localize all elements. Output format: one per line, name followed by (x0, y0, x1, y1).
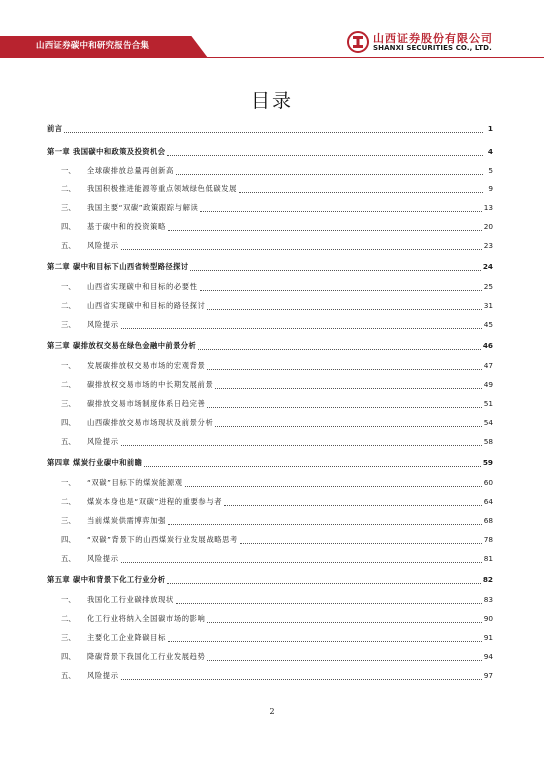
toc-section-entry[interactable] (47, 360, 493, 372)
toc-entry-page: 45 (483, 320, 493, 329)
toc-section-entry[interactable] (47, 670, 493, 682)
toc-entry-label: 当前煤炭供需博弈加强 (87, 516, 166, 525)
toc-leader-dots (207, 405, 481, 408)
toc-entry-label: 风险提示 (87, 554, 119, 563)
toc-entry-number: 一、 (61, 478, 76, 487)
toc-entry-page: 91 (483, 633, 493, 642)
toc-entry-number: 四、 (61, 652, 76, 661)
toc-section-entry[interactable] (47, 534, 493, 546)
toc-leader-dots (121, 560, 482, 563)
toc-entry-number: 五、 (61, 437, 76, 446)
toc-entry-number: 一、 (61, 361, 76, 370)
toc-entry-number: 二、 (61, 497, 76, 506)
toc-chapter-entry[interactable] (47, 574, 493, 586)
header-banner-title: 山西证券碳中和研究报告合集 (36, 41, 150, 51)
toc-entry-label: 第二章 碳中和目标下山西省转型路径探讨 (47, 262, 189, 271)
toc-leader-dots (207, 307, 481, 310)
toc-section-entry[interactable] (47, 553, 493, 565)
toc-leader-dots (167, 153, 483, 156)
toc-section-entry[interactable] (47, 319, 493, 331)
toc-chapter-entry[interactable] (47, 340, 493, 352)
toc-leader-dots (198, 347, 481, 350)
toc-section-entry[interactable] (47, 436, 493, 448)
company-logo-icon (347, 31, 369, 53)
toc-section-entry[interactable] (47, 398, 493, 410)
toc-entry-number: 四、 (61, 535, 76, 544)
toc-entry-label: 山西碳排放交易市场现状及前景分析 (87, 418, 214, 427)
toc-entry-page: 13 (483, 203, 493, 212)
toc-entry-number: 二、 (61, 380, 76, 389)
toc-entry-number: 三、 (61, 320, 76, 329)
toc-entry-page: 24 (482, 262, 493, 271)
toc-leader-dots (239, 190, 483, 193)
toc-leader-dots (224, 503, 482, 506)
toc-title: 目录 (250, 90, 293, 112)
toc-leader-dots (200, 288, 482, 291)
toc-leader-dots (121, 677, 482, 680)
toc-entry-page: 59 (482, 458, 493, 467)
toc-entry-page: 78 (483, 535, 493, 544)
toc-entry-label: “双碳”目标下的煤炭能源观 (87, 478, 183, 487)
toc-leader-dots (168, 522, 482, 525)
toc-leader-dots (121, 247, 482, 250)
company-name-cn: 山西证券股份有限公司 (373, 32, 493, 45)
page-number: 2 (269, 707, 275, 716)
toc-entry-number: 一、 (61, 595, 76, 604)
toc-entry-label: 降碳背景下我国化工行业发展趋势 (87, 652, 206, 661)
toc-entry-label: 风险提示 (87, 671, 119, 680)
toc-entry-number: 三、 (61, 516, 76, 525)
toc-entry-number: 三、 (61, 399, 76, 408)
toc-entry-page: 47 (483, 361, 493, 370)
toc-leader-dots (215, 424, 481, 427)
toc-entry-page: 81 (483, 554, 493, 563)
toc-leader-dots (207, 658, 481, 661)
toc-entry-page: 9 (488, 184, 493, 193)
toc-entry-page: 97 (483, 671, 493, 680)
toc-entry-page: 1 (487, 124, 493, 133)
toc-section-entry[interactable] (47, 417, 493, 429)
toc-entry-page: 5 (488, 166, 493, 175)
toc-section-entry[interactable] (47, 496, 493, 508)
toc-entry-label: 第五章 碳中和背景下化工行业分析 (47, 575, 166, 584)
toc-entry-label: 风险提示 (87, 241, 119, 250)
toc-entry-number: 二、 (61, 614, 76, 623)
toc-leader-dots (240, 541, 482, 544)
toc-leader-dots (190, 268, 480, 271)
toc-entry-page: 83 (483, 595, 493, 604)
toc-leader-dots (64, 130, 483, 133)
toc-leader-dots (167, 581, 480, 584)
toc-section-entry[interactable] (47, 379, 493, 391)
toc-entry-page: 82 (482, 575, 493, 584)
toc-entry-number: 二、 (61, 184, 76, 193)
toc-entry-label: 发展碳排放权交易市场的宏观背景 (87, 361, 206, 370)
company-name-en: SHANXI SECURITIES CO., LTD. (373, 44, 492, 52)
toc-entry-number: 四、 (61, 222, 76, 231)
toc-leader-dots (207, 367, 481, 370)
toc-entry-label: 山西省实现碳中和目标的必要性 (87, 282, 198, 291)
toc-leader-dots (168, 639, 482, 642)
toc-leader-dots (121, 443, 482, 446)
toc-entry-label: 第三章 碳排放权交易在绿色金融中前景分析 (47, 341, 197, 350)
toc-leader-dots (168, 228, 482, 231)
toc-chapter-entry[interactable] (47, 146, 493, 158)
toc-section-entry[interactable] (47, 613, 493, 625)
toc-entry-number: 三、 (61, 203, 76, 212)
toc-section-entry[interactable] (47, 221, 493, 233)
toc-entry-page: 4 (487, 147, 493, 156)
toc-entry-label: 化工行业将纳入全国碳市场的影响 (87, 614, 206, 623)
toc-leader-dots (185, 484, 482, 487)
toc-entry-label: 我国化工行业碳排放现状 (87, 595, 174, 604)
toc-entry-label: “双碳”背景下的山西煤炭行业发展战略思考 (87, 535, 238, 544)
toc-entry-number: 三、 (61, 633, 76, 642)
toc-leader-dots (176, 601, 482, 604)
toc-entry-label: 我国主要“双碳”政策跟踪与解读 (87, 203, 199, 212)
toc-entry-label: 碳排放权交易市场的中长期发展前景 (87, 380, 214, 389)
company-logo (347, 30, 507, 58)
toc-entry-number: 一、 (61, 166, 76, 175)
toc-entry-label: 主要化工企业降碳目标 (87, 633, 166, 642)
toc-leader-dots (121, 326, 482, 329)
toc-section-entry[interactable] (47, 632, 493, 644)
toc-leader-dots (176, 172, 483, 175)
toc-entry-number: 一、 (61, 282, 76, 291)
toc-entry-page: 25 (483, 282, 493, 291)
toc-chapter-entry[interactable] (47, 261, 493, 273)
toc-entry-page: 23 (483, 241, 493, 250)
toc-entry-label: 第四章 煤炭行业碳中和前瞻 (47, 458, 143, 467)
toc-entry-page: 46 (482, 341, 493, 350)
toc-section-entry[interactable] (47, 165, 493, 177)
toc-entry-page: 31 (483, 301, 493, 310)
toc-entry-page: 94 (483, 652, 493, 661)
toc-leader-dots (215, 386, 481, 389)
toc-section-entry[interactable] (47, 240, 493, 252)
toc-entry-label: 第一章 我国碳中和政策及投资机会 (47, 147, 166, 156)
toc-entry-page: 54 (483, 418, 493, 427)
toc-section-entry[interactable] (47, 594, 493, 606)
toc-entry-label: 风险提示 (87, 437, 119, 446)
toc-entry-page: 90 (483, 614, 493, 623)
toc-section-entry[interactable] (47, 515, 493, 527)
page-header (0, 0, 544, 66)
toc-entry-label: 碳排放交易市场制度体系日趋完善 (87, 399, 206, 408)
toc-entry-number: 五、 (61, 671, 76, 680)
toc-entry-page: 51 (483, 399, 493, 408)
toc-leader-dots (200, 209, 481, 212)
toc-entry-label: 基于碳中和的投资策略 (87, 222, 166, 231)
toc-entry-page: 58 (483, 437, 493, 446)
toc-section-entry[interactable] (47, 477, 493, 489)
toc-entry-label: 煤炭本身也是“双碳”进程的重要参与者 (87, 497, 223, 506)
toc-section-entry[interactable] (47, 651, 493, 663)
toc-entry-label: 风险提示 (87, 320, 119, 329)
toc-entry-page: 49 (483, 380, 493, 389)
toc-section-entry[interactable] (47, 300, 493, 312)
toc-entry-page: 68 (483, 516, 493, 525)
toc-section-entry[interactable] (47, 202, 493, 214)
toc-leader-dots (207, 620, 481, 623)
toc-entry-page: 64 (483, 497, 493, 506)
toc-entry-label: 我国积极推进能源等重点领域绿色低碳发展 (87, 184, 238, 193)
toc-section-entry[interactable] (47, 183, 493, 195)
toc-entry-page: 60 (483, 478, 493, 487)
toc-chapter-entry[interactable] (47, 457, 493, 469)
toc-chapter-entry[interactable] (47, 123, 493, 135)
toc-entry-number: 五、 (61, 554, 76, 563)
toc-leader-dots (144, 464, 481, 467)
toc-entry-number: 四、 (61, 418, 76, 427)
toc-entry-label: 前言 (47, 124, 63, 133)
toc-entry-label: 山西省实现碳中和目标的路径探讨 (87, 301, 206, 310)
toc-section-entry[interactable] (47, 281, 493, 293)
toc-entry-number: 二、 (61, 301, 76, 310)
toc-entry-page: 20 (483, 222, 493, 231)
toc-entry-label: 全球碳排放总量再创新高 (87, 166, 174, 175)
toc-entry-number: 五、 (61, 241, 76, 250)
